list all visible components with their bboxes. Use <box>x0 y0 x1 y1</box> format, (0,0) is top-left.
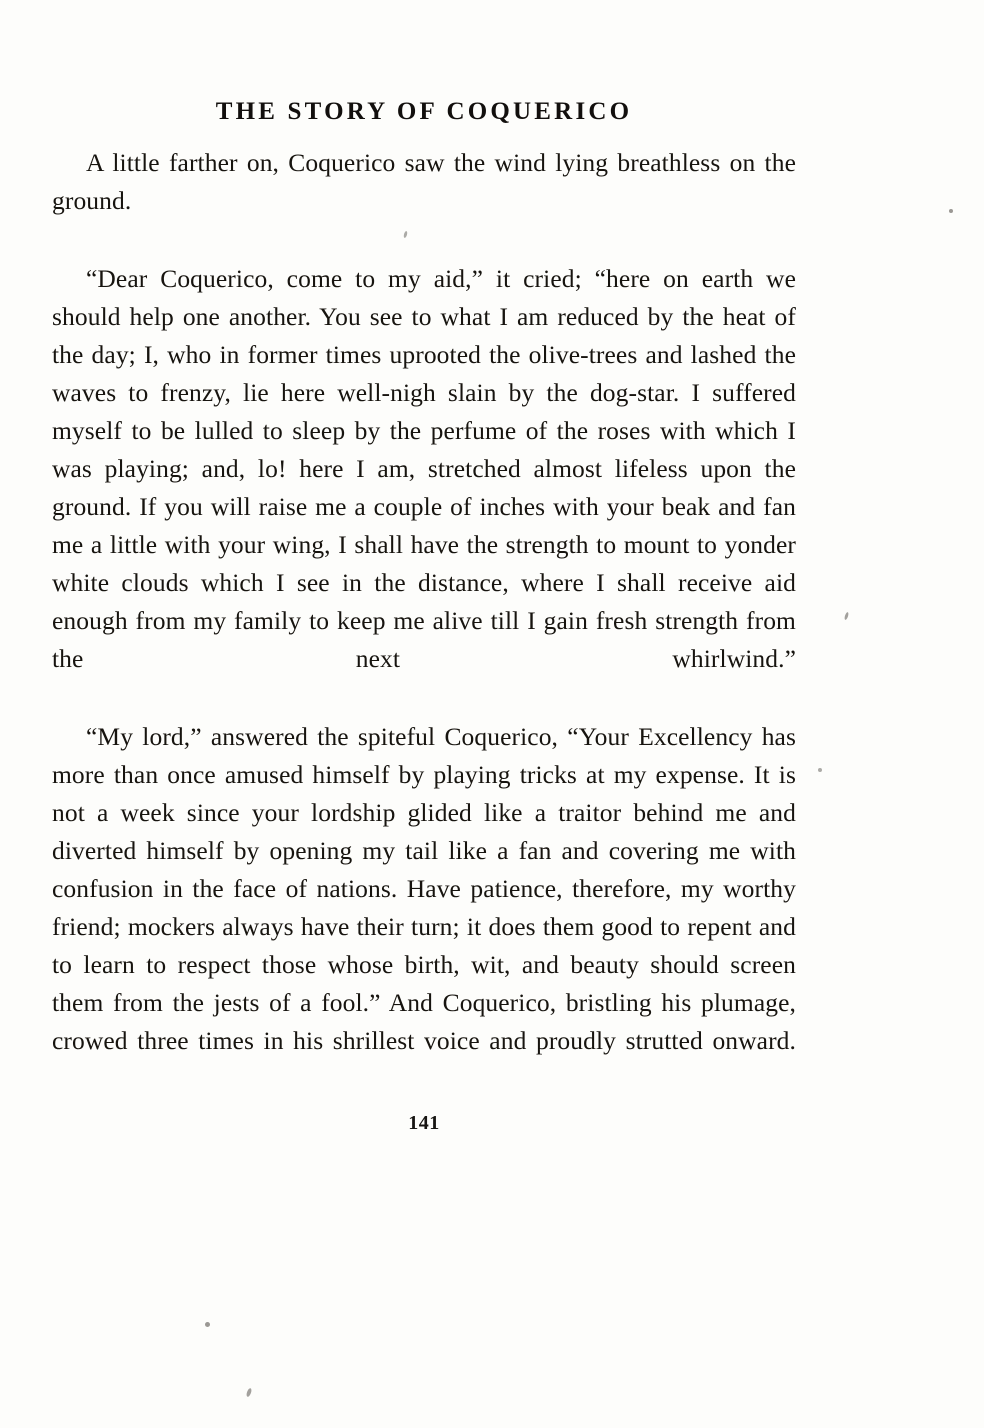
scan-speck <box>949 209 953 213</box>
scan-speck <box>246 1388 253 1398</box>
scan-speck <box>205 1322 210 1327</box>
paragraph: “My lord,” answered the spiteful Coquerico, “Your Excellency has more than once amused himself by playing tricks at my expense. It is not a week since your lordship glided like a traitor behind me and diverted himself by opening my tail like a fan and covering me with confusion in the face of nations. Have patience, therefore, my worthy friend; mockers always have their turn; it does them good to repent and to learn to respect those whose birth, wit, and beauty should screen them from the jests of a fool.” And Coquerico, bristling his plumage, crowed three times in his shrillest voice and proudly strutted onward. <box>52 722 796 1055</box>
page-number: 141 <box>408 1112 440 1134</box>
paragraph: A little farther on, Coquerico saw the wind lying breathless on the ground. <box>52 148 796 215</box>
text-block <box>52 98 796 1135</box>
scan-speck <box>818 768 822 772</box>
scan-speck <box>844 612 849 621</box>
paragraph: “Dear Coquerico, come to my aid,” it cried; “here on earth we should help one another. You see to what I am reduced by the heat of the day; I, who in former times uprooted the olive-trees and lashed the waves to frenzy, lie here well-nigh slain by the dog-star. I suffered myself to be lulled to sleep by the perfume of the roses with which I was playing; and, lo! here I am, stretched almost lifeless upon the ground. If you will raise me a couple of inches with your beak and fan me a little with your wing, I shall have the strength to mount to yonder white clouds which I see in the distance, where I shall receive aid enough from my family to keep me alive till I gain fresh strength from the next whirlwind.” <box>52 264 796 673</box>
running-head: THE STORY OF COQUERICO <box>215 98 633 125</box>
